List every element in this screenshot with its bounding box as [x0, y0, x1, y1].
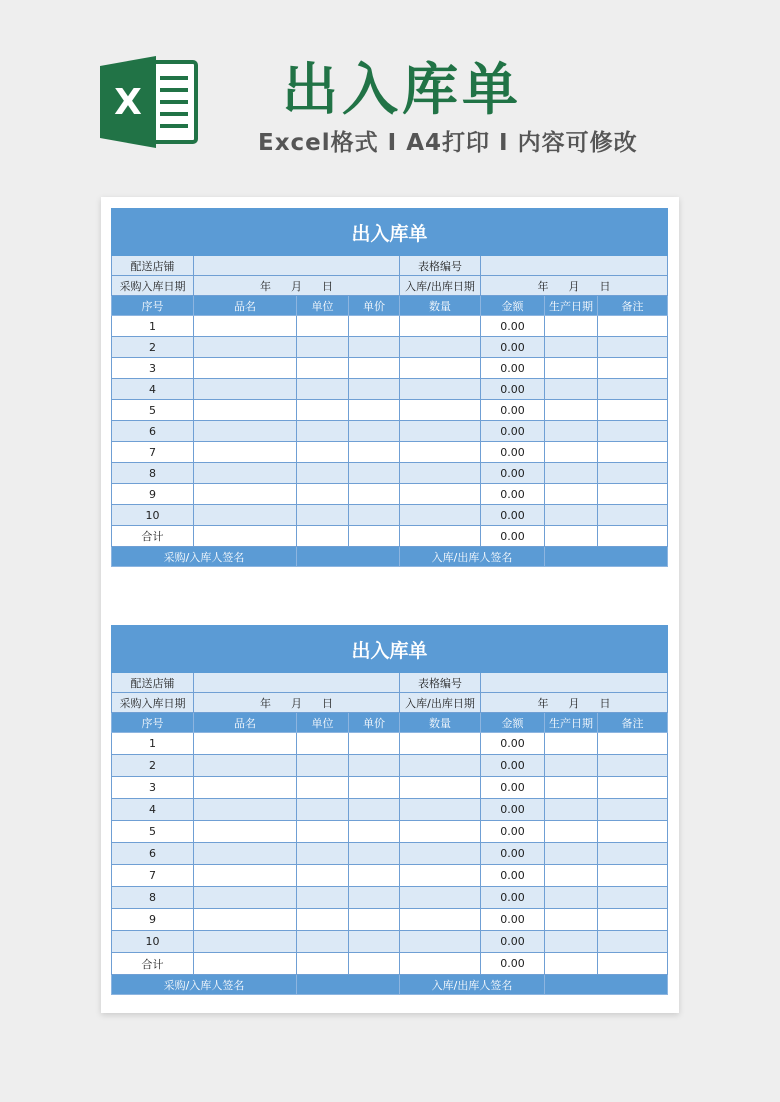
- editable-cell[interactable]: [349, 442, 400, 463]
- editable-cell[interactable]: [545, 442, 598, 463]
- editable-cell[interactable]: [349, 777, 400, 799]
- sign-purchase-label: 采购/入库人签名: [112, 975, 297, 995]
- page-header: [0, 0, 780, 190]
- store-value-cell[interactable]: [194, 673, 400, 693]
- editable-cell[interactable]: [545, 337, 598, 358]
- excel-logo-icon: [100, 56, 200, 148]
- editable-cell[interactable]: [349, 733, 400, 755]
- sign-inout-cell[interactable]: [545, 975, 668, 995]
- editable-cell[interactable]: [194, 843, 297, 865]
- editable-cell[interactable]: [598, 799, 668, 821]
- editable-cell[interactable]: [194, 379, 297, 400]
- editable-cell[interactable]: [545, 887, 598, 909]
- editable-cell[interactable]: [194, 358, 297, 379]
- inout-date-label: 入库/出库日期: [400, 693, 481, 713]
- inout-date-cell[interactable]: 年 月 日: [481, 693, 668, 713]
- editable-cell[interactable]: [598, 442, 668, 463]
- total-amount: 0.00: [481, 526, 545, 547]
- editable-cell[interactable]: [194, 799, 297, 821]
- editable-cell[interactable]: [545, 777, 598, 799]
- editable-cell[interactable]: [349, 755, 400, 777]
- editable-cell[interactable]: [598, 755, 668, 777]
- editable-cell[interactable]: [194, 463, 297, 484]
- table-row: [112, 733, 668, 755]
- row-number: 4: [112, 379, 194, 400]
- col-header-name: 品名: [194, 296, 297, 316]
- col-header-price: 单价: [349, 713, 400, 733]
- row-number: 9: [112, 484, 194, 505]
- sign-purchase-cell[interactable]: [297, 547, 400, 567]
- col-header-qty: 数量: [400, 713, 481, 733]
- editable-cell[interactable]: [297, 358, 349, 379]
- table-row: [112, 777, 668, 799]
- editable-cell[interactable]: [400, 358, 481, 379]
- row-amount: 0.00: [481, 463, 545, 484]
- editable-cell[interactable]: [400, 400, 481, 421]
- row-number: 1: [112, 316, 194, 337]
- editable-cell[interactable]: [545, 379, 598, 400]
- editable-cell[interactable]: [349, 463, 400, 484]
- row-amount: 0.00: [481, 821, 545, 843]
- editable-cell[interactable]: [194, 865, 297, 887]
- column-header-row: [112, 296, 668, 316]
- editable-cell[interactable]: [349, 887, 400, 909]
- col-header-qty: 数量: [400, 296, 481, 316]
- editable-cell[interactable]: [400, 865, 481, 887]
- editable-cell[interactable]: [297, 463, 349, 484]
- table-row: [112, 379, 668, 400]
- table-row: [112, 909, 668, 931]
- table-row: [112, 843, 668, 865]
- store-value-cell[interactable]: [194, 256, 400, 276]
- purchase-date-cell[interactable]: 年 月 日: [194, 276, 400, 296]
- editable-cell[interactable]: [400, 316, 481, 337]
- editable-cell[interactable]: [297, 887, 349, 909]
- editable-cell[interactable]: [545, 463, 598, 484]
- editable-cell[interactable]: [297, 821, 349, 843]
- row-number: 1: [112, 733, 194, 755]
- editable-cell[interactable]: [297, 379, 349, 400]
- editable-cell[interactable]: [297, 843, 349, 865]
- table-row: [112, 821, 668, 843]
- table-row: [112, 505, 668, 526]
- row-amount: 0.00: [481, 887, 545, 909]
- row-number: 5: [112, 400, 194, 421]
- editable-cell[interactable]: [545, 421, 598, 442]
- editable-cell[interactable]: [297, 337, 349, 358]
- inout-form-1: [111, 208, 668, 567]
- row-amount: 0.00: [481, 931, 545, 953]
- sign-inout-cell[interactable]: [545, 547, 668, 567]
- row-number: 4: [112, 799, 194, 821]
- editable-cell[interactable]: [400, 887, 481, 909]
- table-row: [112, 799, 668, 821]
- form-title: 出入库单: [112, 626, 668, 673]
- editable-cell[interactable]: [349, 909, 400, 931]
- row-amount: 0.00: [481, 442, 545, 463]
- editable-cell[interactable]: [598, 358, 668, 379]
- col-header-no: 序号: [112, 713, 194, 733]
- col-header-unit: 单位: [297, 296, 349, 316]
- editable-cell[interactable]: [349, 931, 400, 953]
- row-amount: 0.00: [481, 865, 545, 887]
- form-no-value-cell[interactable]: [481, 256, 668, 276]
- form-no-value-cell[interactable]: [481, 673, 668, 693]
- editable-cell[interactable]: [297, 505, 349, 526]
- form-no-label: 表格编号: [400, 256, 481, 276]
- signature-row: [112, 975, 668, 995]
- inout-form-2: [111, 625, 668, 995]
- document-page: [101, 197, 679, 1013]
- column-header-row: [112, 713, 668, 733]
- col-header-remark: 备注: [598, 713, 668, 733]
- row-amount: 0.00: [481, 379, 545, 400]
- col-header-price: 单价: [349, 296, 400, 316]
- row-number: 5: [112, 821, 194, 843]
- editable-cell[interactable]: [297, 799, 349, 821]
- editable-cell[interactable]: [598, 484, 668, 505]
- editable-cell[interactable]: [400, 484, 481, 505]
- editable-cell[interactable]: [598, 421, 668, 442]
- inout-date-label: 入库/出库日期: [400, 276, 481, 296]
- table-row: [112, 887, 668, 909]
- row-number: 7: [112, 442, 194, 463]
- editable-cell[interactable]: [297, 400, 349, 421]
- row-number: 6: [112, 421, 194, 442]
- editable-cell[interactable]: [598, 316, 668, 337]
- editable-cell[interactable]: [297, 777, 349, 799]
- row-number: 2: [112, 337, 194, 358]
- row-number: 3: [112, 777, 194, 799]
- editable-cell[interactable]: [400, 421, 481, 442]
- editable-cell[interactable]: [194, 316, 297, 337]
- editable-cell[interactable]: [545, 733, 598, 755]
- editable-cell[interactable]: [545, 821, 598, 843]
- editable-cell[interactable]: [400, 909, 481, 931]
- editable-cell[interactable]: [598, 865, 668, 887]
- editable-cell[interactable]: [545, 316, 598, 337]
- row-amount: 0.00: [481, 358, 545, 379]
- editable-cell[interactable]: [349, 316, 400, 337]
- form-title: 出入库单: [112, 209, 668, 256]
- total-row: [112, 526, 668, 547]
- row-amount: 0.00: [481, 484, 545, 505]
- editable-cell[interactable]: [194, 887, 297, 909]
- form-rows: [112, 316, 668, 526]
- editable-cell[interactable]: [297, 865, 349, 887]
- editable-cell[interactable]: [400, 755, 481, 777]
- signature-row: [112, 547, 668, 567]
- table-row: [112, 316, 668, 337]
- editable-cell[interactable]: [297, 484, 349, 505]
- editable-cell[interactable]: [194, 400, 297, 421]
- purchase-date-cell[interactable]: 年 月 日: [194, 693, 400, 713]
- row-amount: 0.00: [481, 421, 545, 442]
- table-row: [112, 337, 668, 358]
- row-number: 10: [112, 505, 194, 526]
- store-label: 配送店铺: [112, 673, 194, 693]
- editable-cell[interactable]: [598, 505, 668, 526]
- editable-cell[interactable]: [400, 843, 481, 865]
- sign-purchase-label: 采购/入库人签名: [112, 547, 297, 567]
- row-amount: 0.00: [481, 316, 545, 337]
- editable-cell[interactable]: [545, 400, 598, 421]
- editable-cell[interactable]: [194, 442, 297, 463]
- row-number: 3: [112, 358, 194, 379]
- editable-cell[interactable]: [598, 337, 668, 358]
- editable-cell[interactable]: [194, 337, 297, 358]
- row-number: 8: [112, 463, 194, 484]
- editable-cell[interactable]: [598, 887, 668, 909]
- editable-cell[interactable]: [598, 909, 668, 931]
- editable-cell[interactable]: [194, 821, 297, 843]
- editable-cell[interactable]: [400, 821, 481, 843]
- editable-cell[interactable]: [194, 421, 297, 442]
- editable-cell[interactable]: [598, 733, 668, 755]
- editable-cell[interactable]: [349, 421, 400, 442]
- editable-cell[interactable]: [598, 400, 668, 421]
- sign-inout-label: 入库/出库人签名: [400, 975, 545, 995]
- editable-cell[interactable]: [598, 463, 668, 484]
- editable-cell[interactable]: [297, 316, 349, 337]
- table-row: [112, 463, 668, 484]
- editable-cell[interactable]: [598, 931, 668, 953]
- editable-cell[interactable]: [545, 505, 598, 526]
- editable-cell[interactable]: [545, 755, 598, 777]
- editable-cell[interactable]: [400, 505, 481, 526]
- editable-cell[interactable]: [400, 379, 481, 400]
- editable-cell[interactable]: [400, 733, 481, 755]
- editable-cell[interactable]: [598, 821, 668, 843]
- editable-cell[interactable]: [194, 505, 297, 526]
- page-subtitle: Excel格式 I A4打印 I 内容可修改: [258, 130, 638, 156]
- row-amount: 0.00: [481, 799, 545, 821]
- table-row: [112, 484, 668, 505]
- editable-cell[interactable]: [349, 799, 400, 821]
- editable-cell[interactable]: [545, 909, 598, 931]
- editable-cell[interactable]: [349, 821, 400, 843]
- col-header-prod-date: 生产日期: [545, 713, 598, 733]
- row-amount: 0.00: [481, 843, 545, 865]
- col-header-amount: 金额: [481, 296, 545, 316]
- editable-cell[interactable]: [545, 865, 598, 887]
- row-number: 2: [112, 755, 194, 777]
- table-row: [112, 865, 668, 887]
- editable-cell[interactable]: [545, 484, 598, 505]
- editable-cell[interactable]: [400, 777, 481, 799]
- row-amount: 0.00: [481, 337, 545, 358]
- total-label: 合计: [112, 526, 194, 547]
- editable-cell[interactable]: [297, 909, 349, 931]
- editable-cell[interactable]: [598, 843, 668, 865]
- row-amount: 0.00: [481, 909, 545, 931]
- purchase-date-label: 采购入库日期: [112, 693, 194, 713]
- inout-date-cell[interactable]: 年 月 日: [481, 276, 668, 296]
- editable-cell[interactable]: [349, 379, 400, 400]
- editable-cell[interactable]: [349, 400, 400, 421]
- col-header-unit: 单位: [297, 713, 349, 733]
- table-row: [112, 931, 668, 953]
- col-header-name: 品名: [194, 713, 297, 733]
- col-header-no: 序号: [112, 296, 194, 316]
- row-number: 7: [112, 865, 194, 887]
- editable-cell[interactable]: [400, 463, 481, 484]
- editable-cell[interactable]: [349, 337, 400, 358]
- logo-letter: X: [114, 82, 142, 123]
- row-number: 9: [112, 909, 194, 931]
- form-no-label: 表格编号: [400, 673, 481, 693]
- row-number: 6: [112, 843, 194, 865]
- sign-inout-label: 入库/出库人签名: [400, 547, 545, 567]
- editable-cell[interactable]: [297, 931, 349, 953]
- editable-cell[interactable]: [297, 733, 349, 755]
- col-header-amount: 金额: [481, 713, 545, 733]
- editable-cell[interactable]: [400, 442, 481, 463]
- editable-cell[interactable]: [297, 442, 349, 463]
- row-amount: 0.00: [481, 400, 545, 421]
- sign-purchase-cell[interactable]: [297, 975, 400, 995]
- editable-cell[interactable]: [194, 733, 297, 755]
- editable-cell[interactable]: [194, 909, 297, 931]
- editable-cell[interactable]: [598, 379, 668, 400]
- editable-cell[interactable]: [349, 505, 400, 526]
- editable-cell[interactable]: [400, 337, 481, 358]
- page-title: 出入库单: [282, 58, 522, 123]
- form-rows: [112, 733, 668, 953]
- table-row: [112, 442, 668, 463]
- editable-cell[interactable]: [194, 931, 297, 953]
- purchase-date-label: 采购入库日期: [112, 276, 194, 296]
- total-row: [112, 953, 668, 975]
- editable-cell[interactable]: [349, 484, 400, 505]
- row-amount: 0.00: [481, 755, 545, 777]
- editable-cell[interactable]: [545, 358, 598, 379]
- editable-cell[interactable]: [400, 931, 481, 953]
- editable-cell[interactable]: [297, 421, 349, 442]
- store-label: 配送店铺: [112, 256, 194, 276]
- editable-cell[interactable]: [349, 843, 400, 865]
- total-amount: 0.00: [481, 953, 545, 975]
- table-row: [112, 755, 668, 777]
- col-header-prod-date: 生产日期: [545, 296, 598, 316]
- editable-cell[interactable]: [545, 799, 598, 821]
- table-row: [112, 400, 668, 421]
- table-row: [112, 358, 668, 379]
- row-number: 10: [112, 931, 194, 953]
- editable-cell[interactable]: [194, 777, 297, 799]
- editable-cell[interactable]: [349, 865, 400, 887]
- total-label: 合计: [112, 953, 194, 975]
- editable-cell[interactable]: [194, 755, 297, 777]
- table-row: [112, 421, 668, 442]
- row-amount: 0.00: [481, 733, 545, 755]
- row-amount: 0.00: [481, 505, 545, 526]
- editable-cell[interactable]: [545, 931, 598, 953]
- editable-cell[interactable]: [545, 843, 598, 865]
- editable-cell[interactable]: [598, 777, 668, 799]
- editable-cell[interactable]: [349, 358, 400, 379]
- row-amount: 0.00: [481, 777, 545, 799]
- col-header-remark: 备注: [598, 296, 668, 316]
- row-number: 8: [112, 887, 194, 909]
- editable-cell[interactable]: [297, 755, 349, 777]
- editable-cell[interactable]: [400, 799, 481, 821]
- editable-cell[interactable]: [194, 484, 297, 505]
